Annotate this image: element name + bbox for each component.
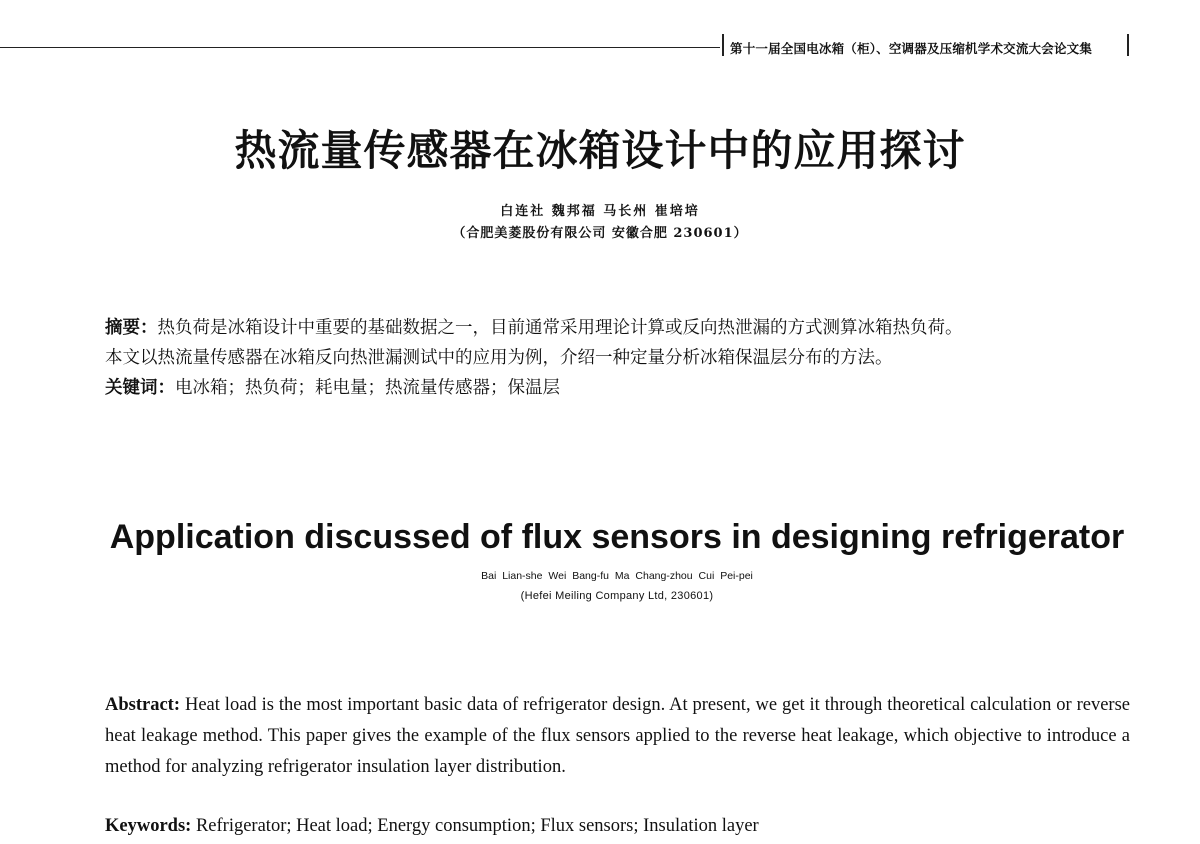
english-abstract-label: Abstract: — [105, 695, 181, 715]
chinese-abstract-text-1: 热负荷是冰箱设计中重要的基础数据之一，目前通常采用理论计算或反向热泄漏的方式测算冰箱热负荷。 — [157, 318, 963, 338]
chinese-abstract-line-1 — [105, 313, 1145, 343]
header-right-bar — [1127, 34, 1129, 56]
english-keywords-label: Keywords: — [105, 816, 192, 836]
header-rule — [0, 47, 720, 48]
chinese-affiliation: （合肥美菱股份有限公司 安徽合肥 230601） — [452, 226, 748, 241]
chinese-abstract-label: 摘要： — [105, 318, 158, 338]
english-abstract-text: Heat load is the most important basic data of refrigerator design. At present, we get it through theoretical calculation or reverse heat leakage method. This paper gives the example of the flux sensors applied to the reverse heat leakage, which objective to introduce a method for analyzing refrigerator insulation layer distribution. — [105, 695, 1130, 777]
english-keywords — [105, 812, 1130, 840]
proceedings-header: 第十一届全国电冰箱（柜）、空调器及压缩机学术交流大会论文集 — [730, 41, 1093, 56]
chinese-keywords-label: 关键词： — [105, 378, 175, 398]
english-title: Application discussed of flux sensors in designing refrigerator — [109, 518, 1125, 556]
header-left-bar — [722, 34, 724, 56]
chinese-title: 热流量传感器在冰箱设计中的应用探讨 — [234, 126, 966, 175]
english-authors: Bai Lian-she Wei Bang-fu Ma Chang-zhou Cui Pei-pei — [481, 570, 753, 582]
english-affiliation: (Hefei Meiling Company Ltd, 230601) — [520, 590, 714, 602]
chinese-abstract-line-2: 本文以热流量传感器在冰箱反向热泄漏测试中的应用为例，介绍一种定量分析冰箱保温层分布的方法。 — [105, 348, 893, 368]
chinese-keywords — [105, 373, 1145, 403]
chinese-authors: 白连社 魏邦福 马长州 崔培培 — [500, 204, 700, 219]
chinese-abstract — [105, 313, 1145, 403]
english-keywords-text: Refrigerator; Heat load; Energy consumption; Flux sensors; Insulation layer — [195, 816, 759, 836]
english-abstract — [105, 690, 1130, 783]
chinese-keywords-text: 电冰箱；热负荷；耗电量；热流量传感器；保温层 — [175, 378, 560, 398]
